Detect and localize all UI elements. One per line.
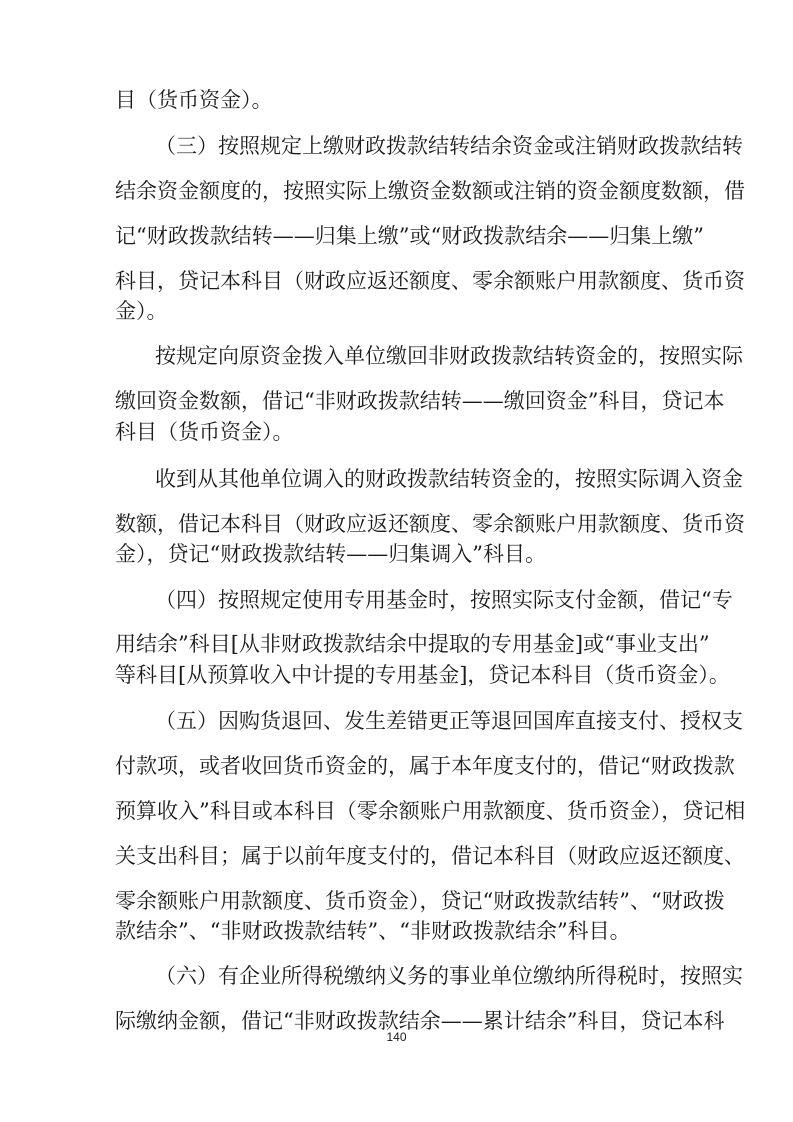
text-line: 预算收入”科目或本科目（零余额账户用款额度、货币资金），贷记相 xyxy=(115,799,746,823)
text-line: 等科目[从预算收入中计提的专用基金]，贷记本科目（货币资金）。 xyxy=(115,663,730,687)
text-line: 际缴纳金额，借记“非财政拨款结余——累计结余”科目，贷记本科 xyxy=(115,1009,725,1033)
text-line: 科目（货币资金）。 xyxy=(115,420,294,444)
text-line: 用结余”科目[从非财政拨款结余中提取的专用基金]或“事业支出” xyxy=(115,632,710,656)
text-line: 金）。 xyxy=(115,299,168,323)
text-line: 付款项，或者收回货币资金的，属于本年度支付的，借记“财政拨款 xyxy=(115,754,735,778)
text-line: 缴回资金数额，借记“非财政拨款结转——缴回资金”科目，贷记本 xyxy=(115,389,725,413)
paragraph-start: 收到从其他单位调入的财政拨款结转资金的，按照实际调入资金 xyxy=(155,467,743,491)
text-line: 科目，贷记本科目（财政应返还额度、零余额账户用款额度、货币资 xyxy=(115,269,745,293)
paragraph-start: （五）因购货退回、发生差错更正等退回国库直接支付、授权支 xyxy=(155,709,743,733)
text-line: 关支出科目；属于以前年度支付的，借记本科目（财政应返还额度、 xyxy=(115,844,745,868)
text-line: 目（货币资金）。 xyxy=(115,88,273,112)
text-line: 零余额账户用款额度、货币资金），贷记“财政拨款结转”、“财政拨 xyxy=(115,889,725,913)
paragraph-start: 按规定向原资金拨入单位缴回非财政拨款结转资金的，按照实际 xyxy=(155,344,743,368)
paragraph-start: （四）按照规定使用专用基金时，按照实际支付金额，借记“专 xyxy=(155,588,733,612)
text-line: 记“财政拨款结转——归集上缴”或“财政拨款结余——归集上缴” xyxy=(115,224,704,248)
page-number: 140 xyxy=(386,1030,407,1044)
paragraph-start: （六）有企业所得税缴纳义务的事业单位缴纳所得税时，按照实 xyxy=(155,964,743,988)
paragraph-start: （三）按照规定上缴财政拨款结转结余资金或注销财政拨款结转 xyxy=(155,134,743,158)
text-line: 结余资金额度的，按照实际上缴资金数额或注销的资金额度数额，借 xyxy=(115,179,745,203)
text-line: 数额，借记本科目（财政应返还额度、零余额账户用款额度、货币资 xyxy=(115,512,745,536)
text-line: 款结余”、“非财政拨款结转”、“非财政拨款结余”科目。 xyxy=(115,919,631,943)
text-line: 金），贷记“财政拨款结转——归集调入”科目。 xyxy=(115,542,546,566)
